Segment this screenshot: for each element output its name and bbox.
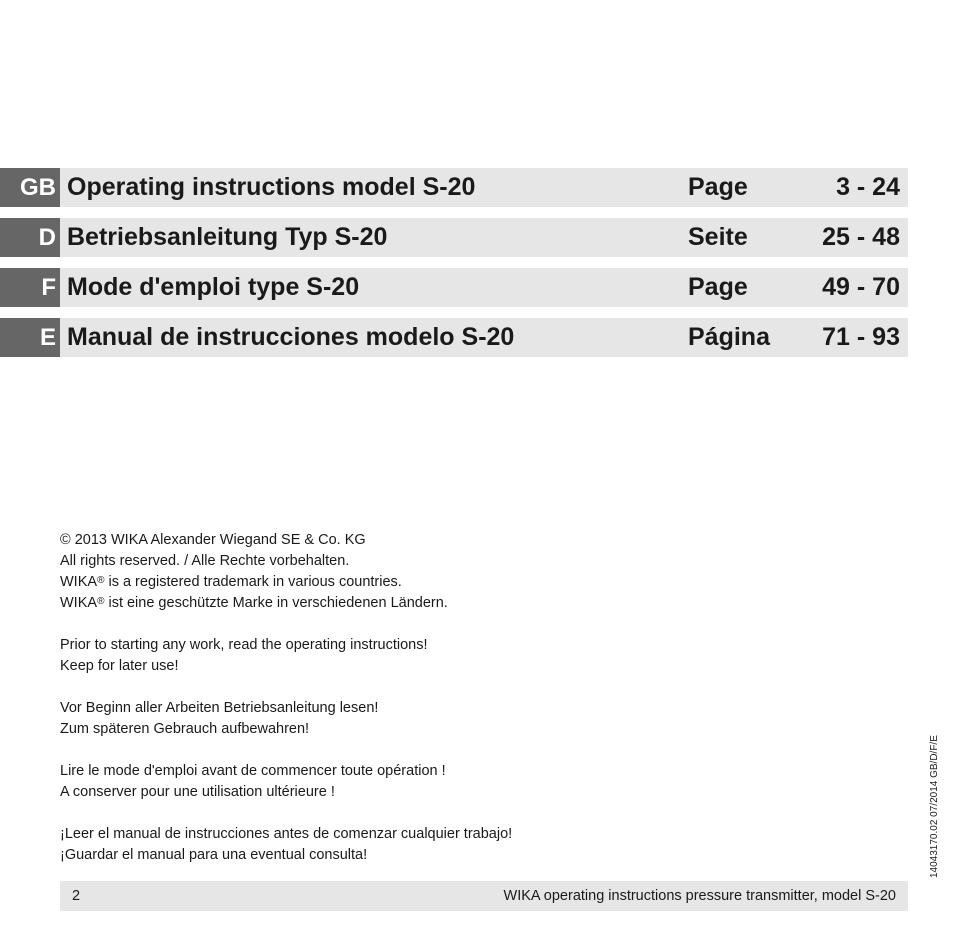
toc-page-range: 25 - 48 <box>822 223 900 251</box>
toc-page-range: 3 - 24 <box>836 173 900 201</box>
toc-page-range: 49 - 70 <box>822 273 900 301</box>
registered-mark: ® <box>97 575 105 586</box>
toc-row-f[interactable] <box>0 268 908 307</box>
toc-page-word: Page <box>688 173 748 201</box>
spacer <box>60 677 860 698</box>
rights-line: All rights reserved. / Alle Rechte vorbehalten. <box>60 553 350 569</box>
notice-es-1: ¡Leer el manual de instrucciones antes de comenzar cualquier trabajo! <box>60 826 513 842</box>
trademark-line-de <box>60 593 860 614</box>
page-footer <box>60 881 908 911</box>
toc-page-range: 71 - 93 <box>822 323 900 351</box>
trademark-text-de: ist eine geschützte Marke in verschiedenen Ländern. <box>104 595 448 611</box>
language-code: E <box>0 318 60 357</box>
spacer <box>60 614 860 635</box>
notice-de-2: Zum späteren Gebrauch aufbewahren! <box>60 721 310 737</box>
table-of-contents <box>0 168 908 368</box>
copyright-line: © 2013 WIKA Alexander Wiegand SE & Co. KG <box>60 532 366 548</box>
language-code: F <box>0 268 60 307</box>
language-code: GB <box>0 168 60 207</box>
registered-mark: ® <box>97 596 105 607</box>
notice-de-1: Vor Beginn aller Arbeiten Betriebsanleitung lesen! <box>60 700 379 716</box>
notice-es-2: ¡Guardar el manual para una eventual consulta! <box>60 847 368 863</box>
language-code: D <box>0 218 60 257</box>
brand-name: WIKA <box>60 595 98 611</box>
toc-row-e[interactable] <box>0 318 908 357</box>
toc-row-d[interactable] <box>0 218 908 257</box>
spacer <box>60 740 860 761</box>
footer-title: WIKA operating instructions pressure transmitter, model S-20 <box>503 888 896 904</box>
toc-row-body <box>60 318 908 357</box>
toc-title: Betriebsanleitung Typ S-20 <box>67 223 388 251</box>
brand-name: WIKA <box>60 574 98 590</box>
toc-row-body <box>60 218 908 257</box>
toc-title: Mode d'emploi type S-20 <box>67 273 360 301</box>
toc-row-body <box>60 268 908 307</box>
legal-notices <box>60 530 860 866</box>
toc-page-word: Página <box>688 323 770 351</box>
document-code: 14043170.02 07/2014 GB/D/F/E <box>929 735 940 878</box>
toc-row-body <box>60 168 908 207</box>
notice-en-1: Prior to starting any work, read the operating instructions! <box>60 637 428 653</box>
notice-fr-2: A conserver pour une utilisation ultérieure ! <box>60 784 335 800</box>
toc-title: Manual de instrucciones modelo S-20 <box>67 323 515 351</box>
spacer <box>60 803 860 824</box>
toc-title: Operating instructions model S-20 <box>67 173 476 201</box>
notice-en-2: Keep for later use! <box>60 658 179 674</box>
toc-row-gb[interactable] <box>0 168 908 207</box>
toc-page-word: Page <box>688 273 748 301</box>
notice-fr-1: Lire le mode d'emploi avant de commencer toute opération ! <box>60 763 446 779</box>
toc-page-word: Seite <box>688 223 748 251</box>
page-number: 2 <box>72 888 81 904</box>
trademark-text-en: is a registered trademark in various countries. <box>104 574 402 590</box>
trademark-line-en <box>60 572 860 593</box>
